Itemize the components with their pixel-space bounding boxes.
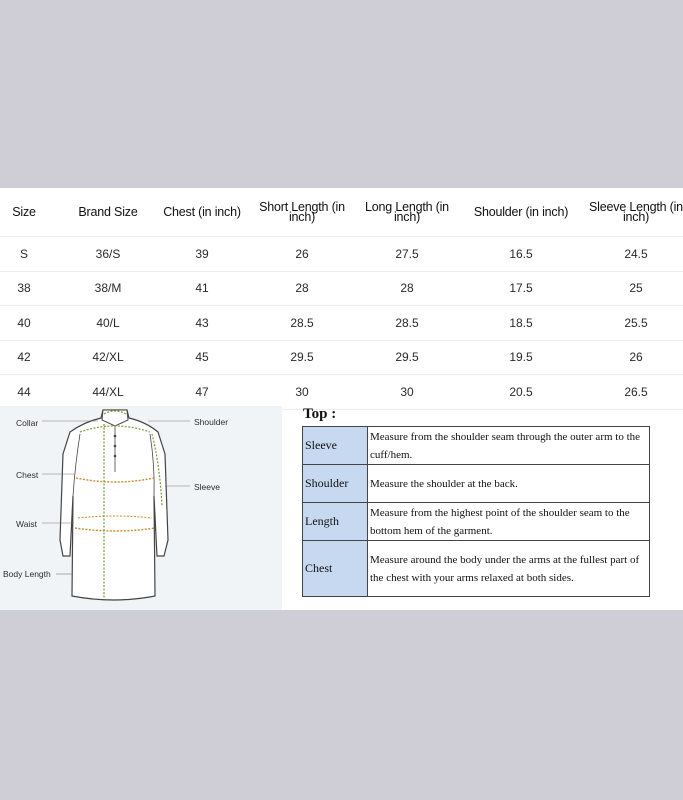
table-row [0, 237, 683, 272]
desc-sleeve: Measure from the shoulder seam through the outer arm to the cuff/hem. [368, 427, 650, 465]
top-guide-table [302, 426, 650, 597]
cell-short-length: 28 [295, 281, 309, 296]
kurta-measurement-diagram [0, 406, 282, 610]
cell-sleeve-length: 25 [629, 281, 643, 296]
cell-brand-size: 42/XL [92, 350, 124, 365]
table-row [0, 341, 683, 376]
cell-brand-size: 38/M [94, 281, 122, 296]
cell-brand-size: 40/L [96, 315, 120, 330]
kurta-illustration [0, 406, 282, 610]
cell-long-length: 30 [400, 384, 414, 399]
desc-length: Measure from the highest point of the shoulder seam to the bottom hem of the garment. [368, 503, 650, 541]
cell-sleeve-length: 25.5 [624, 315, 648, 330]
cell-size: S [19, 246, 28, 261]
desc-chest: Measure around the body under the arms at the fullest part of the chest with your arms relaxed at both sides. [368, 541, 650, 597]
table-row [0, 375, 683, 410]
table-row [0, 272, 683, 307]
size-chart-header [0, 188, 683, 237]
label-collar: Collar [16, 418, 39, 428]
cell-short-length: 30 [295, 384, 309, 399]
table-row [0, 306, 683, 341]
top-guide-title: Top : [303, 406, 337, 422]
cell-brand-size: 36/S [95, 246, 121, 261]
header-long-length: Long Length (in inch) [365, 200, 449, 224]
label-body-length: Body Length [3, 569, 51, 579]
term-shoulder: Shoulder [303, 465, 368, 503]
header-chest: Chest (in inch) [163, 205, 241, 219]
cell-size: 40 [17, 315, 31, 330]
cell-size: 38 [17, 281, 31, 296]
table-row [303, 465, 650, 503]
cell-short-length: 28.5 [290, 315, 314, 330]
size-chart-table [0, 188, 683, 410]
cell-short-length: 26 [295, 246, 309, 261]
term-chest: Chest [303, 541, 368, 597]
header-shoulder: Shoulder (in inch) [473, 205, 569, 219]
cell-shoulder: 20.5 [509, 384, 533, 399]
label-chest: Chest [16, 470, 39, 480]
table-row [303, 503, 650, 541]
cell-size: 44 [17, 384, 31, 399]
cell-shoulder: 18.5 [509, 315, 533, 330]
label-shoulder: Shoulder [194, 417, 229, 427]
cell-sleeve-length: 24.5 [624, 246, 648, 261]
cell-long-length: 29.5 [395, 350, 419, 365]
cell-shoulder: 19.5 [509, 350, 533, 365]
header-size: Size [12, 205, 36, 219]
term-sleeve: Sleeve [303, 427, 368, 465]
label-waist: Waist [16, 519, 37, 529]
cell-sleeve-length: 26.5 [624, 384, 648, 399]
cell-chest: 41 [195, 281, 209, 296]
label-sleeve: Sleeve [194, 482, 220, 492]
cell-brand-size: 44/XL [92, 384, 124, 399]
cell-shoulder: 16.5 [509, 246, 533, 261]
cell-sleeve-length: 26 [629, 350, 643, 365]
header-brand-size: Brand Size [78, 205, 138, 219]
desc-shoulder: Measure the shoulder at the back. [368, 465, 650, 503]
header-sleeve-length: Sleeve Length (in inch) [589, 200, 683, 224]
cell-shoulder: 17.5 [509, 281, 533, 296]
cell-short-length: 29.5 [290, 350, 314, 365]
cell-chest: 43 [195, 315, 209, 330]
table-row [303, 541, 650, 597]
cell-chest: 45 [195, 350, 209, 365]
cell-long-length: 28 [400, 281, 414, 296]
size-guide-card [0, 188, 683, 610]
header-short-length: Short Length (in inch) [259, 200, 345, 224]
cell-chest: 47 [195, 384, 209, 399]
cell-long-length: 27.5 [395, 246, 419, 261]
table-row [303, 427, 650, 465]
cell-size: 42 [17, 350, 31, 365]
cell-chest: 39 [195, 246, 209, 261]
term-length: Length [303, 503, 368, 541]
cell-long-length: 28.5 [395, 315, 419, 330]
